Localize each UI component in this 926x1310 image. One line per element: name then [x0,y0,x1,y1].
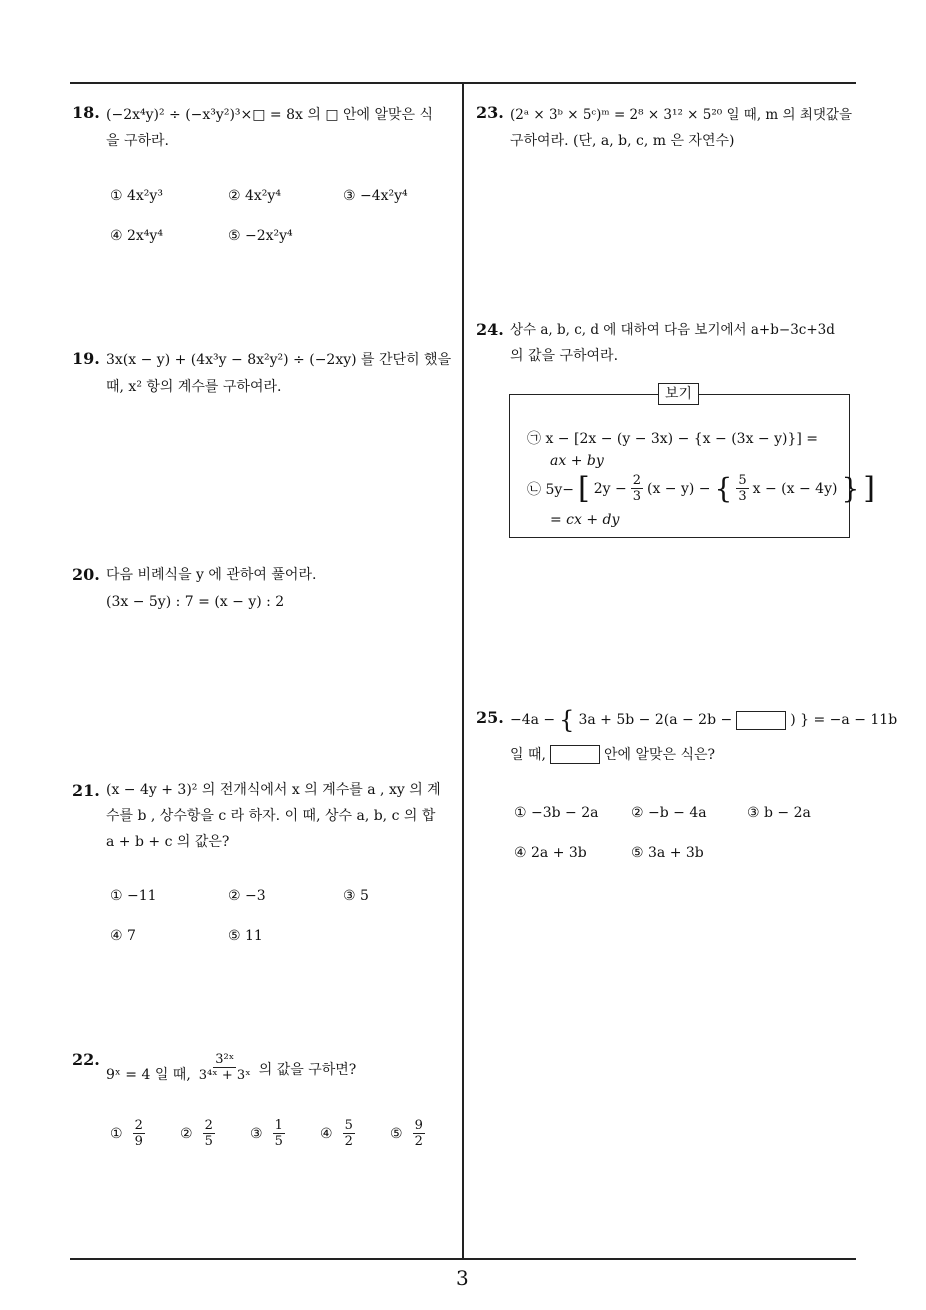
q22-choice-1[interactable] [110,1118,145,1149]
bogi-b-line2: = cx + dy [550,512,620,528]
q21-line1: (x − 4y + 3)² 의 전개식에서 x 의 계수를 a , xy 의 계 [106,782,441,798]
q23-line1: (2ᵃ × 3ᵇ × 5ᶜ)ᵐ = 2⁸ × 3¹² × 5²⁰ 일 때, m 의 최댓값을 [510,107,852,123]
q22-frac-num: 3²ˣ [215,1051,235,1067]
q25-line2 [510,744,715,764]
q21-choice-3[interactable]: ③ 5 [343,888,369,904]
q22-frac-den: 3⁴ˣ + 3ˣ [198,1067,251,1083]
q25-brace-open: { [559,706,575,734]
q25-line1-pre: −4a − [510,712,556,728]
bogi-b-line1 [527,470,875,506]
q22-choice-2-mark: ② [180,1125,193,1142]
q20-line1: 다음 비례식을 y 에 관하여 풀어라. [106,567,317,583]
bogi-a-line1: ㉠ x − [2x − (y − 3x) − {x − (3x − y)}] = [527,431,819,447]
q22-choice-4-den: 2 [344,1134,353,1149]
q22-choice-2[interactable] [180,1118,215,1149]
q19-line1: 3x(x − y) + (4x³y − 8x²y²) ÷ (−2xy) 를 간단히 했을 [106,352,452,368]
q22-choice-4-num: 5 [344,1118,353,1133]
q22-choice-5-mark: ⑤ [390,1125,403,1142]
bogi-b-mid3: x − (x − 4y) [752,480,838,497]
q22-choice-5[interactable] [390,1118,425,1149]
q23-number: 23. [476,103,504,122]
bottom-rule [70,1258,856,1260]
bogi-a-line2: ax + by [550,453,604,469]
q25-line1 [510,707,897,733]
q25-choice-1[interactable]: ① −3b − 2a [514,805,599,821]
bogi-b-brace-close: } [841,471,860,505]
q23-line2: 구하여라. (단, a, b, c, m 은 자연수) [510,133,735,149]
q25-choice-4[interactable]: ④ 2a + 3b [514,845,587,861]
q22-choice-2-den: 5 [204,1134,213,1149]
q25-line1-mid: 3a + 5b − 2(a − 2b − [578,712,733,728]
q21-choice-5[interactable]: ⑤ 11 [228,928,263,944]
bogi-b-f2-den: 3 [738,489,747,504]
q25-choice-3[interactable]: ③ b − 2a [747,805,811,821]
q25-number: 25. [476,708,504,727]
q18-choice-5[interactable]: ⑤ −2x²y⁴ [228,228,293,244]
q18-choice-2[interactable]: ② 4x²y⁴ [228,188,281,204]
bogi-b-mid1: 2y − [593,480,627,497]
q25-blank-box-2 [550,745,600,764]
q22-post: 의 값을 구하면? [258,1062,357,1078]
q22-choice-5-den: 2 [414,1134,423,1149]
bogi-b-bracket-close: ] [863,470,875,506]
q18-choice-1[interactable]: ① 4x²y³ [110,188,163,204]
q22-choice-4[interactable] [320,1118,355,1149]
q25-choice-2[interactable]: ② −b − 4a [631,805,707,821]
q25-line1-post: ) } = −a − 11b [790,712,898,728]
q22-choice-3-mark: ③ [250,1125,263,1142]
bogi-b-bracket-open: [ [578,470,590,506]
q19-number: 19. [72,349,100,368]
q22-choice-1-den: 9 [134,1134,143,1149]
q25-line2-pre: 일 때, [510,747,546,763]
q22-number: 22. [72,1050,100,1069]
q18-choice-3[interactable]: ③ −4x²y⁴ [343,188,408,204]
q18-choice-4[interactable]: ④ 2x⁴y⁴ [110,228,163,244]
q22-fraction [199,1052,251,1083]
q18-line1: (−2x⁴y)² ÷ (−x³y²)³×□ = 8x 의 □ 안에 알맞은 식 [106,107,434,123]
bogi-title: 보기 [658,383,699,405]
q24-number: 24. [476,320,504,339]
q22-choice-1-num: 2 [134,1118,143,1133]
q22-choice-1-mark: ① [110,1125,123,1142]
bogi-b-f1-den: 3 [632,489,641,504]
q25-blank-box [736,711,786,730]
q22-choice-5-num: 9 [414,1118,423,1133]
q20-number: 20. [72,565,100,584]
q22-stem [106,1050,356,1084]
q22-pre: 9ˣ = 4 일 때, [106,1067,191,1083]
bogi-b-brace-open: { [714,471,733,505]
bogi-b-pre: ㉡ 5y− [527,481,574,498]
q20-line2: (3x − 5y) : 7 = (x − y) : 2 [106,594,285,610]
q21-number: 21. [72,781,100,800]
bogi-b-f1-num: 2 [632,473,641,488]
bogi-b-f2-num: 5 [738,473,747,488]
q22-choice-3-den: 5 [274,1134,283,1149]
q19-line2: 때, x² 항의 계수를 구하여라. [106,379,282,395]
column-divider [462,82,464,1259]
q22-choice-2-num: 2 [204,1118,213,1133]
bogi-b-mid2: (x − y) − [647,480,711,497]
q21-choice-4[interactable]: ④ 7 [110,928,136,944]
q21-line3: a + b + c 의 값은? [106,834,230,850]
page-number: 3 [456,1266,469,1290]
q22-choice-3-num: 1 [274,1118,283,1133]
q25-line2-post: 안에 알맞은 식은? [603,747,716,763]
q22-choice-4-mark: ④ [320,1125,333,1142]
q24-line2: 의 값을 구하여라. [510,348,619,364]
q21-line2: 수를 b , 상수항을 c 라 하자. 이 때, 상수 a, b, c 의 합 [106,808,436,824]
q21-choice-2[interactable]: ② −3 [228,888,266,904]
q18-number: 18. [72,103,100,122]
q21-choice-1[interactable]: ① −11 [110,888,157,904]
q18-line2: 을 구하라. [106,133,169,149]
q25-choice-5[interactable]: ⑤ 3a + 3b [631,845,704,861]
q24-line1: 상수 a, b, c, d 에 대하여 다음 보기에서 a+b−3c+3d [510,322,835,338]
q22-choice-3[interactable] [250,1118,285,1149]
